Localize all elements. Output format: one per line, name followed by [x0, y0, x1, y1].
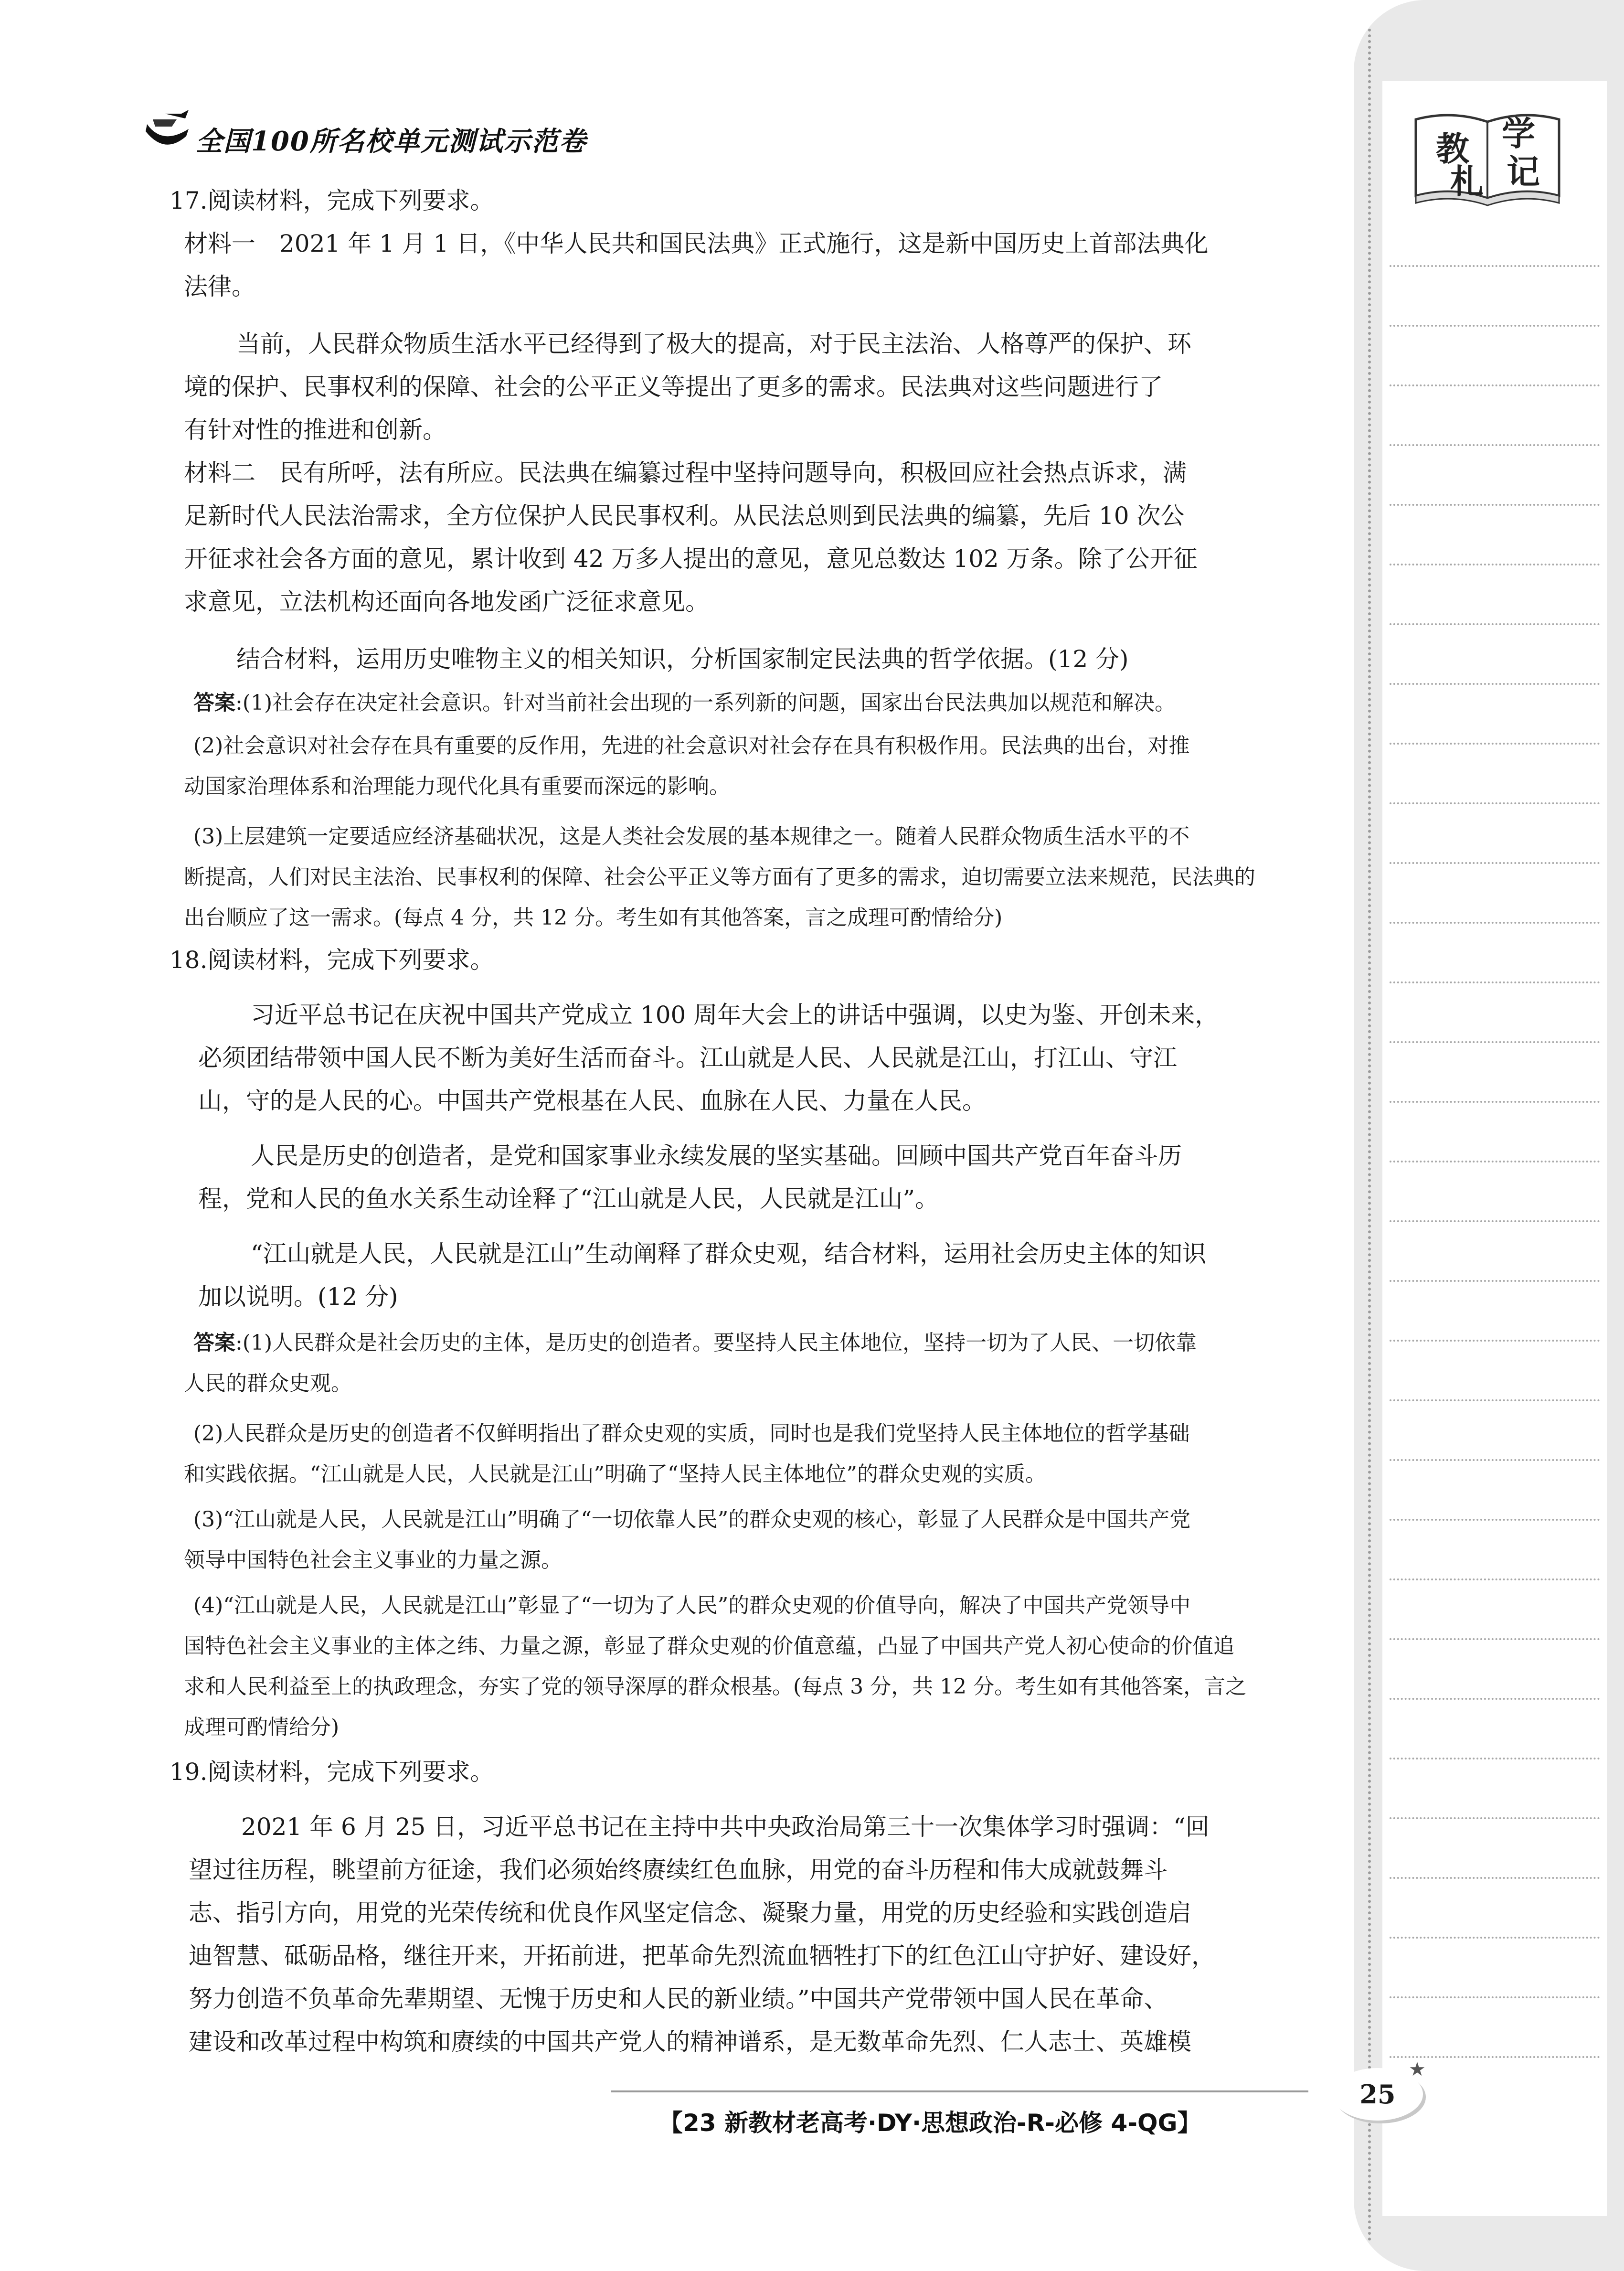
q18-answer-line: (4)“江山就是人民，人民就是江山”彰显了“一切为了人民”的群众史观的价值导向，解决了中国共产党领导中 — [193, 1593, 1191, 1618]
q18-answer-line — [193, 1330, 1197, 1356]
q18-answer-line: (3)“江山就是人民，人民就是江山”明确了“一切依靠人民”的群众史观的核心，彰显了人民群众是中国共产党 — [193, 1507, 1191, 1532]
q17-answer-line — [193, 690, 1176, 716]
q17-answer-line: 动国家治理体系和治理能力现代化具有重要而深远的影响。 — [184, 774, 730, 799]
q17-material-line: 开征求社会各方面的意见，累计收到 42 万多人提出的意见，意见总数达 102 万条。除了公开征 — [184, 545, 1198, 573]
q18-answer-line: (2)人民群众是历史的创造者不仅鲜明指出了群众史观的实质，同时也是我们党坚持人民主体地位的哲学基础 — [193, 1421, 1190, 1446]
answer-label: 答案 — [193, 691, 235, 715]
star-icon: ★ — [1409, 2058, 1426, 2080]
page-header — [143, 110, 587, 162]
notes-writing-area — [1382, 81, 1607, 2216]
note-line — [1390, 444, 1600, 446]
note-line — [1390, 1758, 1600, 1759]
q18-answer-line: 人民的群众史观。 — [184, 1371, 352, 1396]
q18-answer-line: 和实践依据。“江山就是人民，人民就是江山”明确了“坚持人民主体地位”的群众史观的实质。 — [184, 1462, 1046, 1486]
note-line — [1390, 1638, 1600, 1640]
note-line — [1390, 1399, 1600, 1401]
q17-answer-line: 断提高，人们对民主法治、民事权利的保障、社会公平正义等方面有了更多的需求，迫切需要立法来规范，民法典的 — [184, 865, 1255, 889]
notebook-char-zha: 札 — [1450, 161, 1484, 201]
q18-material-line: 人民是历史的创造者，是党和国家事业永续发展的坚实基础。回顾中国共产党百年奋斗历 — [251, 1142, 1182, 1170]
note-line — [1390, 981, 1600, 983]
q17-answer-line: (3)上层建筑一定要适应经济基础状况，这是人类社会发展的基本规律之一。随着人民群众物质生活水平的不 — [193, 824, 1190, 849]
note-line — [1390, 862, 1600, 864]
footer-label: 【23 新教材老高考·DY·思想政治-R-必修 4-QG】 — [659, 2109, 1201, 2137]
q18-answer-line: 国特色社会主义事业的主体之纬、力量之源，彰显了群众史观的价值意蕴，凸显了中国共产党人初心使命的价值追 — [184, 1634, 1234, 1658]
q18-material-line: 程，党和人民的鱼水关系生动诠释了“江山就是人民，人民就是江山”。 — [198, 1185, 939, 1213]
notebook-char-xue: 学 — [1502, 114, 1535, 153]
open-book-icon — [1411, 107, 1564, 208]
q17-material-line: 足新时代人民法治需求，全方位保护人民民事权利。从民法总则到民法典的编纂，先后 10 次公 — [184, 502, 1185, 530]
note-line — [1390, 802, 1600, 804]
q17-answer-line: 出台顺应了这一需求。(每点 4 分，共 12 分。考生如有其他答案，言之成理可酌情给分) — [184, 906, 1003, 930]
note-line — [1390, 504, 1600, 506]
note-line — [1390, 1578, 1600, 1580]
page-number: 25 — [1332, 2068, 1423, 2121]
q17-material-line: 有针对性的推进和创新。 — [184, 416, 446, 444]
q18-material-line: 必须团结带领中国人民不断为美好生活而奋斗。江山就是人民、人民就是江山，打江山、守江 — [198, 1044, 1177, 1072]
q18-answer-text: :(1)人民群众是社会历史的主体，是历史的创造者。要坚持人民主体地位，坚持一切为了人民、一切依靠 — [235, 1331, 1197, 1355]
q18-answer-line: 领导中国特色社会主义事业的力量之源。 — [184, 1548, 562, 1572]
q17-material-line: 材料一 2021 年 1 月 1 日，《中华人民共和国民法典》正式施行，这是新中国历史上首部法典化 — [184, 230, 1209, 257]
q18-material-line: 山，守的是人民的心。中国共产党根基在人民、血脉在人民、力量在人民。 — [198, 1087, 986, 1115]
note-line — [1390, 683, 1600, 685]
note-line — [1390, 1220, 1600, 1222]
notebook-char-jiao: 教 — [1436, 129, 1469, 169]
note-line — [1390, 623, 1600, 625]
q18-material-line: 习近平总书记在庆祝中国共产党成立 100 周年大会上的讲话中强调，以史为鉴、开创未来， — [251, 1001, 1219, 1029]
q19-material-line: 努力创造不负革命先辈期望、无愧于历史和人民的新业绩。”中国共产党带领中国人民在革命、 — [189, 1985, 1168, 2013]
q19-material-line: 建设和改革过程中构筑和赓续的中国共产党人的精神谱系，是无数革命先烈、仁人志士、英雄模 — [189, 2028, 1191, 2056]
note-line — [1390, 1996, 1600, 1998]
note-line — [1390, 1101, 1600, 1103]
notebook-char-ji: 记 — [1507, 152, 1540, 192]
note-line — [1390, 2056, 1600, 2058]
q17-material-line: 材料二 民有所呼，法有所应。民法典在编纂过程中坚持问题导向，积极回应社会热点诉求，满 — [184, 459, 1187, 487]
q17-heading: 17.阅读材料，完成下列要求。 — [170, 187, 494, 214]
note-line — [1390, 743, 1600, 745]
note-line — [1390, 1817, 1600, 1819]
q17-material-line: 当前，人民群众物质生活水平已经得到了极大的提高，对于民主法治、人格尊严的保护、环 — [236, 330, 1191, 358]
note-line — [1390, 1937, 1600, 1939]
note-line — [1390, 384, 1600, 386]
note-line — [1390, 1459, 1600, 1461]
book-arrow-logo-icon — [143, 110, 193, 158]
note-line — [1390, 1877, 1600, 1879]
q18-question: 加以说明。(12 分) — [198, 1283, 398, 1311]
q18-answer-line: 求和人民利益至上的执政理念，夯实了党的领导深厚的群众根基。(每点 3 分，共 12 分。考生如有其他答案，言之 — [184, 1674, 1247, 1699]
note-line — [1390, 265, 1600, 267]
q17-answer-text: :(1)社会存在决定社会意识。针对当前社会出现的一系列新的问题，国家出台民法典加以规范和解决。 — [235, 691, 1176, 715]
answer-label: 答案 — [193, 1331, 235, 1355]
q19-material-line: 迪智慧、砥砺品格，继往开来，开拓前进，把革命先烈流血牺牲打下的红色江山守护好、建设好， — [189, 1942, 1215, 1970]
q17-material-line: 法律。 — [184, 273, 255, 300]
note-line — [1390, 1519, 1600, 1521]
q17-material-line: 求意见，立法机构还面向各地发函广泛征求意见。 — [184, 588, 709, 616]
q18-heading: 18.阅读材料，完成下列要求。 — [170, 946, 494, 974]
header-title: 全国100所名校单元测试示范卷 — [196, 126, 587, 157]
q17-answer-line: (2)社会意识对社会存在具有重要的反作用，先进的社会意识对社会存在具有积极作用。民法典的出台，对推 — [193, 734, 1190, 758]
q17-question: 结合材料，运用历史唯物主义的相关知识，分析国家制定民法典的哲学依据。(12 分) — [236, 645, 1129, 673]
note-line — [1390, 922, 1600, 924]
q19-material-line: 2021 年 6 月 25 日，习近平总书记在主持中共中央政治局第三十一次集体学习时强调：“回 — [241, 1813, 1210, 1841]
q19-material-line: 志、指引方向，用党的光荣传统和优良作风坚定信念、凝聚力量，用党的历史经验和实践创造启 — [189, 1899, 1191, 1927]
q19-heading: 19.阅读材料，完成下列要求。 — [170, 1758, 494, 1786]
note-line — [1390, 325, 1600, 327]
note-line — [1390, 1161, 1600, 1162]
q18-answer-line: 成理可酌情给分) — [184, 1715, 340, 1739]
note-line — [1390, 1041, 1600, 1043]
note-line — [1390, 1340, 1600, 1342]
q17-material-line: 境的保护、民事权利的保障、社会的公平正义等提出了更多的需求。民法典对这些问题进行了 — [184, 373, 1163, 401]
note-line — [1390, 1280, 1600, 1282]
notebook-badge — [1411, 107, 1564, 208]
q18-question: “江山就是人民，人民就是江山”生动阐释了群众史观，结合材料，运用社会历史主体的知识 — [251, 1240, 1207, 1268]
note-line — [1390, 1698, 1600, 1700]
footer-divider — [611, 2090, 1308, 2092]
note-line — [1390, 564, 1600, 565]
q19-material-line: 望过往历程，眺望前方征途，我们必须始终赓续红色血脉，用党的奋斗历程和伟大成就鼓舞斗 — [189, 1856, 1168, 1884]
